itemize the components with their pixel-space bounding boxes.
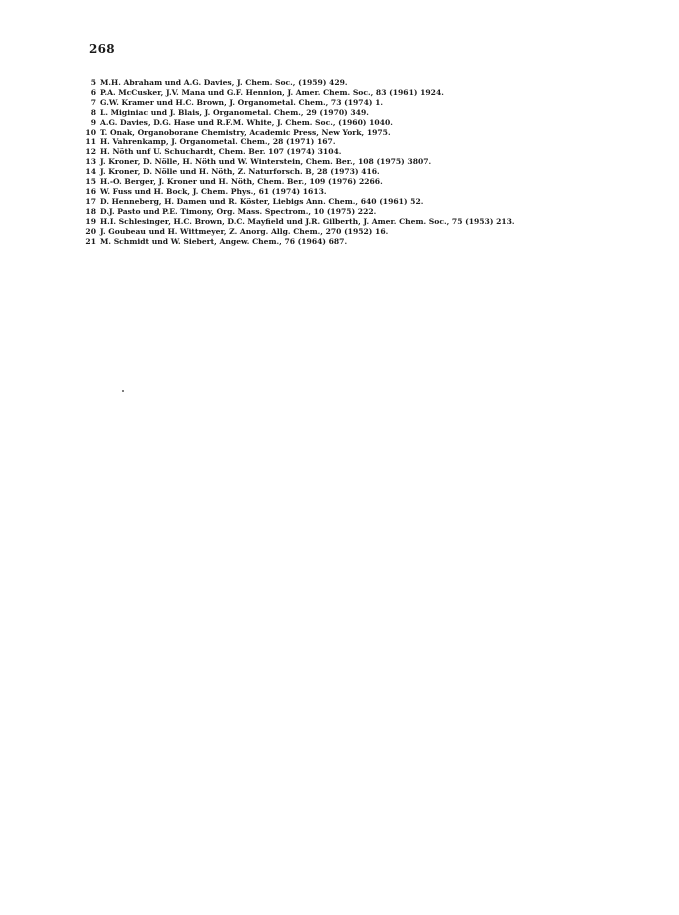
reference-text: H. Vahrenkamp, J. Organometal. Chem., 28 (1971) 167. [100,137,336,147]
reference-text: W. Fuss und H. Bock, J. Chem. Phys., 61 (1974) 1613. [100,186,327,196]
reference-item [84,197,515,207]
reference-item [84,147,515,157]
reference-item [84,128,515,138]
reference-text: G.W. Kramer und H.C. Brown, J. Organometal. Chem., 73 (1974) 1. [100,97,384,107]
reference-item [84,167,515,177]
reference-text: P.A. McCusker, J.V. Mana und G.F. Hennion, J. Amer. Chem. Soc., 83 (1961) 1924. [100,87,444,97]
reference-number: 8 [90,107,96,117]
reference-list [84,78,515,246]
reference-number: 9 [90,117,96,127]
reference-text: J. Kroner, D. Nölle und H. Nöth, Z. Naturforsch. B, 28 (1973) 416. [100,167,380,177]
page-number: 268 [89,42,115,56]
reference-text: J. Kroner, D. Nölle, H. Nöth und W. Winterstein, Chem. Ber., 108 (1975) 3807. [100,157,432,167]
reference-number: 17 [85,196,96,206]
reference-item [84,187,515,197]
scan-speck [122,390,124,392]
reference-number: 15 [85,177,96,187]
reference-item [84,217,515,227]
reference-text: T. Onak, Organoborane Chemistry, Academic Press, New York, 1975. [100,127,391,137]
reference-text: L. Miginiac und J. Blais, J. Organometal. Chem., 29 (1970) 349. [100,107,369,117]
reference-item [84,118,515,128]
reference-number: 18 [85,206,96,216]
reference-item [84,237,515,247]
reference-text: J. Goubeau und H. Wittmeyer, Z. Anorg. Allg. Chem., 270 (1952) 16. [100,226,389,236]
reference-number: 19 [85,216,96,226]
reference-text: H.I. Schlesinger, H.C. Brown, D.C. Mayfield und J.R. Gilberth, J. Amer. Chem. Soc., 75 (1953) 213. [100,216,515,226]
reference-item [84,98,515,108]
reference-item [84,88,515,98]
reference-number: 7 [90,97,96,107]
reference-text: M.H. Abraham und A.G. Davies, J. Chem. Soc., (1959) 429. [100,78,348,87]
reference-text: D.J. Pasto und P.E. Timony, Org. Mass. Spectrom., 10 (1975) 222. [100,206,377,216]
reference-text: A.G. Davies, D.G. Hase und R.F.M. White, J. Chem. Soc., (1960) 1040. [100,117,393,127]
reference-number: 6 [90,87,96,97]
reference-number: 20 [85,226,96,236]
reference-number: 11 [85,137,96,147]
reference-number: 14 [85,167,96,177]
reference-number: 21 [85,236,96,246]
reference-item [84,207,515,217]
reference-number: 5 [90,78,96,87]
reference-number: 10 [85,127,96,137]
reference-text: H. Nöth unf U. Schuchardt, Chem. Ber. 107 (1974) 3104. [100,147,342,157]
reference-text: M. Schmidt und W. Siebert, Angew. Chem., 76 (1964) 687. [100,236,348,246]
reference-number: 12 [85,147,96,157]
reference-item [84,78,515,88]
reference-item [84,227,515,237]
reference-item [84,157,515,167]
reference-text: D. Henneberg, H. Damen und R. Köster, Liebigs Ann. Chem., 640 (1961) 52. [100,196,424,206]
reference-item [84,177,515,187]
reference-item [84,137,515,147]
reference-item [84,108,515,118]
reference-number: 16 [85,186,96,196]
reference-text: H.-O. Berger, J. Kroner und H. Nöth, Chem. Ber., 109 (1976) 2266. [100,177,383,187]
reference-number: 13 [85,157,96,167]
